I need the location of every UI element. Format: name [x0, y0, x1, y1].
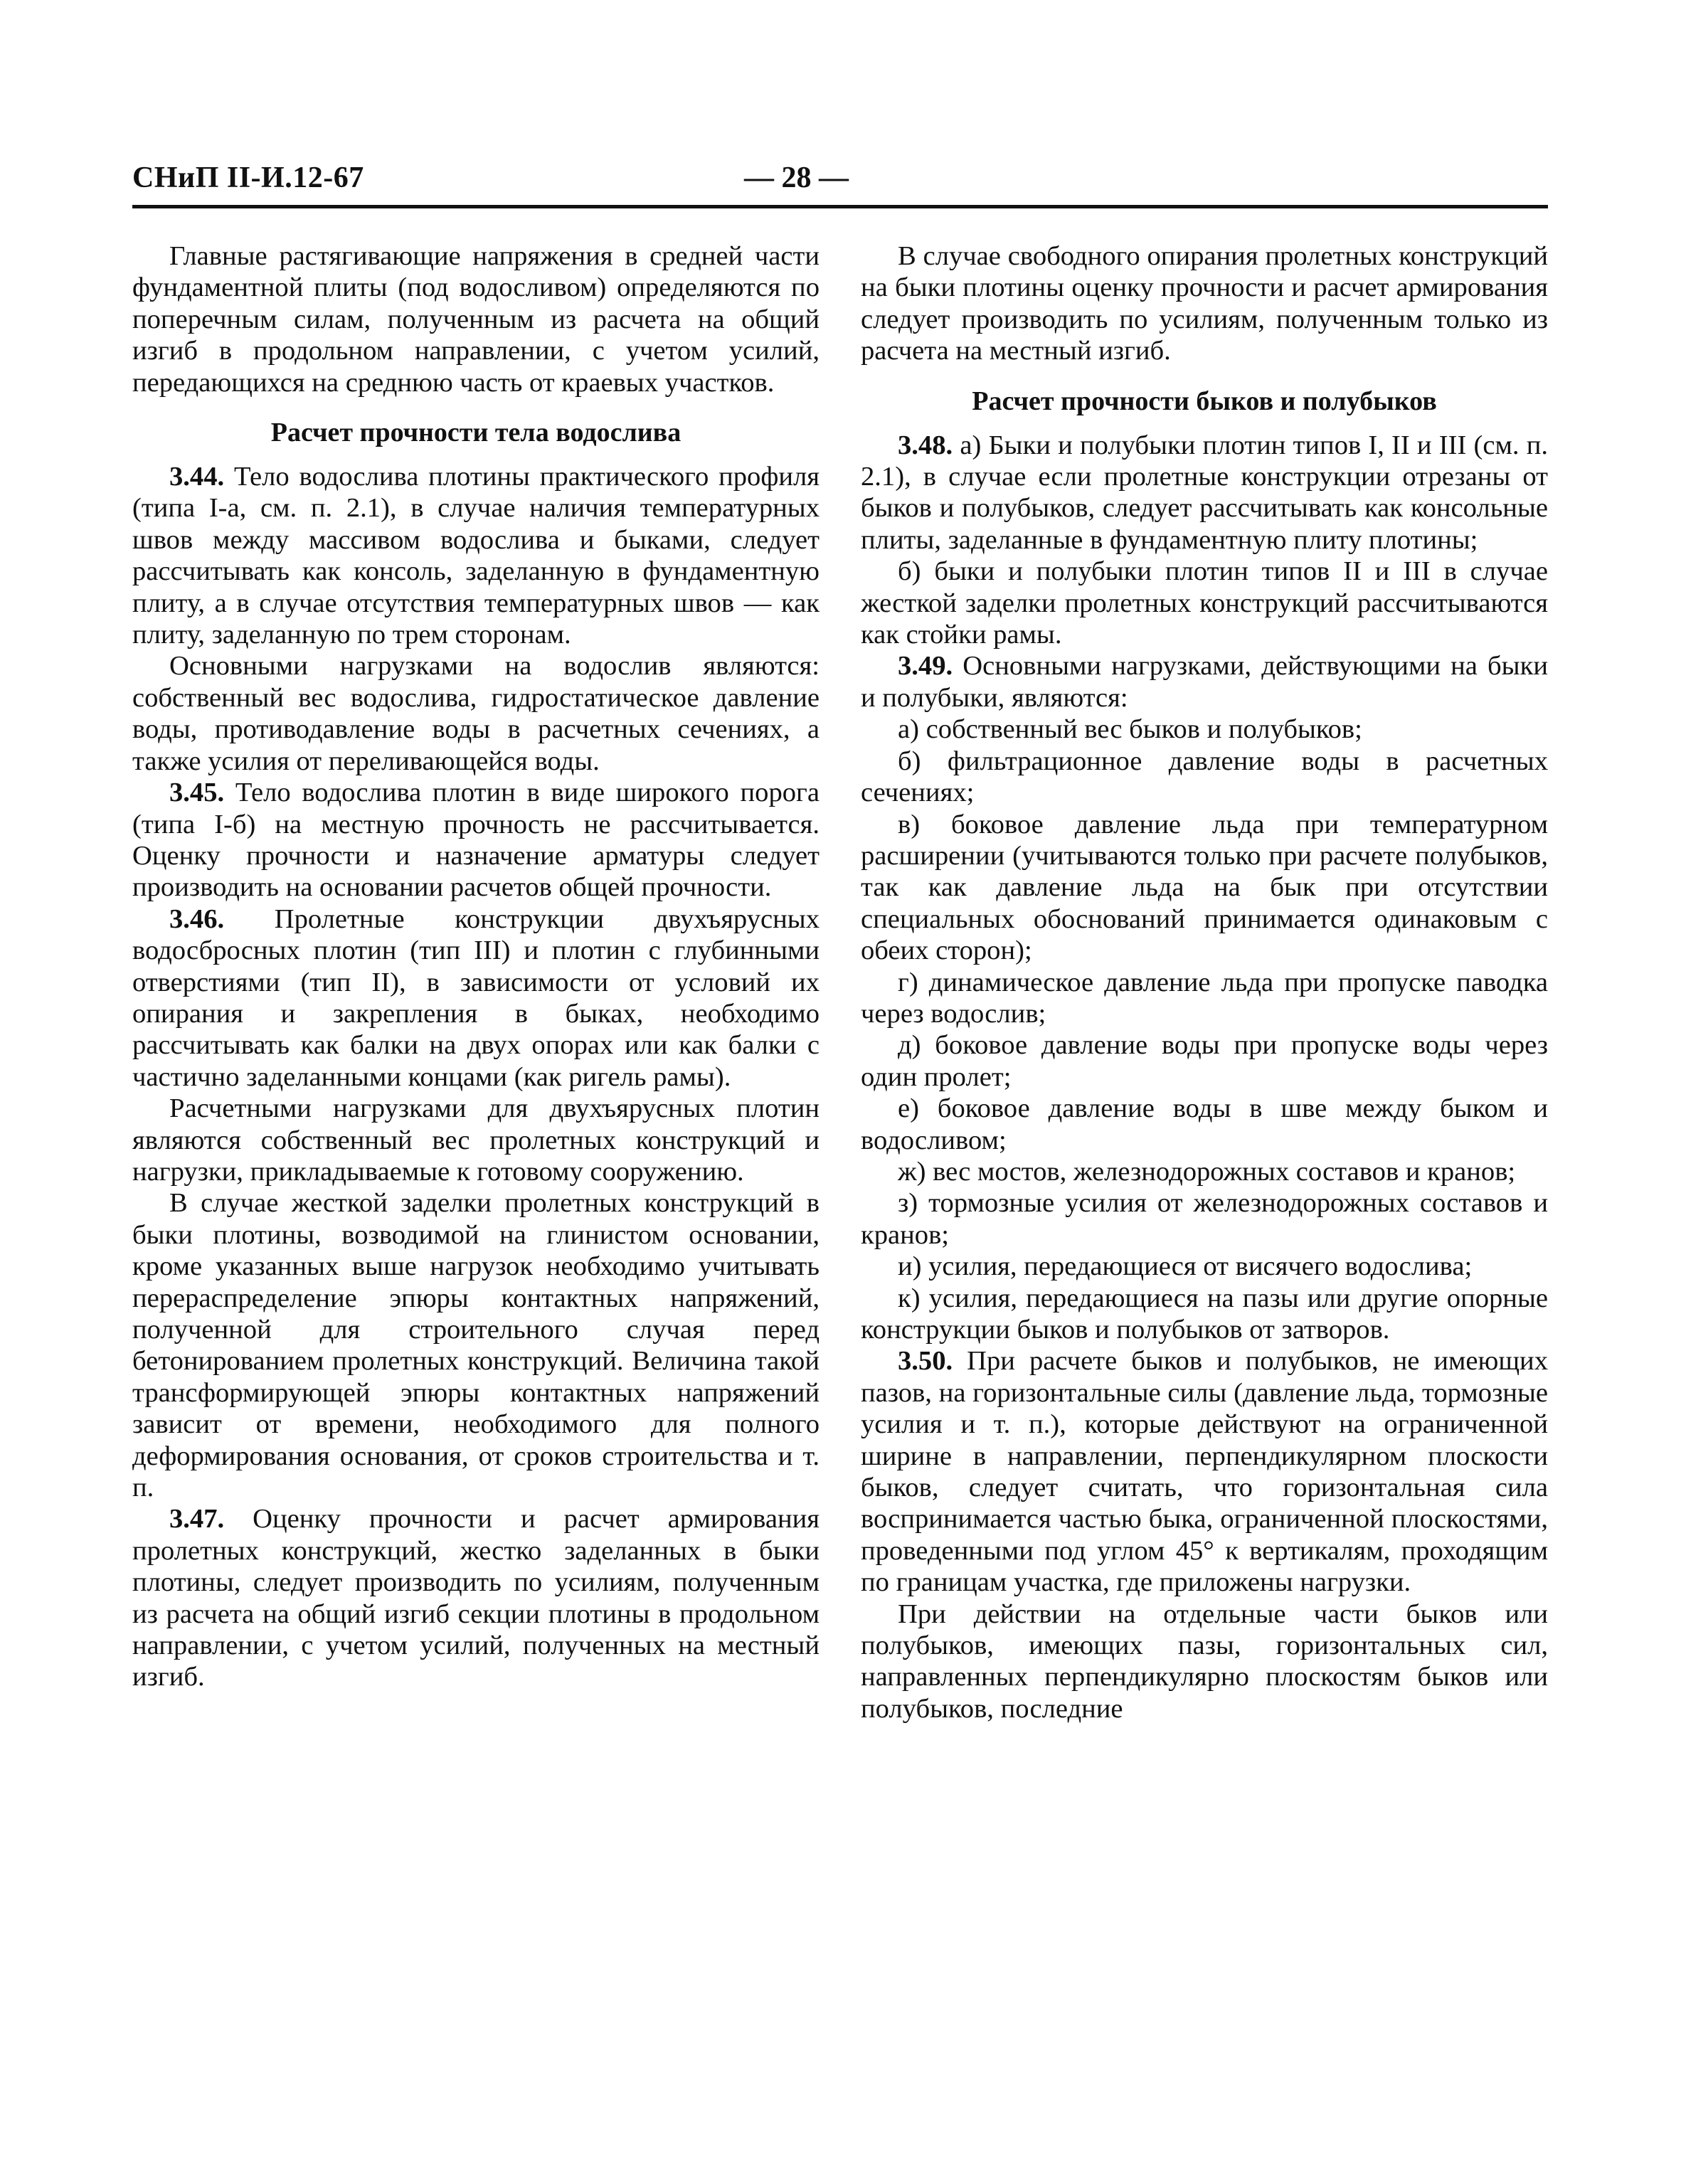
- section-heading-spillway: Расчет прочности тела водослива: [270, 418, 682, 448]
- paragraph-design-loads: Расчетными нагрузками для двухъярусных плотин являются собственный вес пролетных конструкций и нагрузки, прикладываемые к готовому сооружению.: [132, 1093, 820, 1187]
- right-column: [861, 240, 1548, 1724]
- page-number: — 28 —: [744, 161, 849, 194]
- clause-3-45: [132, 777, 820, 903]
- paragraph-intro: Главные растягивающие напряжения в средней части фундаментной плиты (под водосливом) определяются по поперечным силам, полученным из расчета на общий изгиб в продольном направлении, с учетом усилий, передающихся на среднюю часть от краевых участков.: [132, 241, 820, 398]
- clause-text: Основными нагрузками, действующими на быки и полубыки, являются:: [861, 651, 1548, 713]
- section-heading-piers: Расчет прочности быков и полубыков: [972, 386, 1437, 416]
- clause-number: 3.50.: [898, 1346, 953, 1377]
- list-item: г) динамическое давление льда при пропуске паводка через водослив;: [861, 967, 1548, 1029]
- list-item: и) усилия, передающиеся от висячего водослива;: [898, 1251, 1473, 1282]
- paragraph-rigid-fixing: В случае жесткой заделки пролетных конструкций в быки плотины, возводимой на глинистом основании, кроме указанных выше нагрузок необходимо учитывать перераспределение эпюры контактных напряжений, полученной для строительного случая перед бетонированием пролетных конструкций. Величина такой трансформирующей эпюры контактных напряжений зависит от времени, необходимого для полного деформирования основания, от сроков строительства и т. п.: [132, 1188, 820, 1503]
- clause-number: 3.46.: [169, 903, 225, 934]
- clause-text: Тело водослива плотин в виде широкого порога (типа I-б) на местную прочность не рассчитывается. Оценку прочности и назначение арматуры следует производить на основании расчетов общей прочности.: [132, 778, 820, 903]
- clause-text: а) Быки и полубыки плотин типов I, II и III (см. п. 2.1), в случае если пролетные конструкции отрезаны от быков и полубыков, следует рассчитывать как консольные плиты, заделанные в фундаментную плиту плотины;: [861, 430, 1548, 555]
- list-item: к) усилия, передающиеся на пазы или другие опорные конструкции быков и полубыков от затворов.: [861, 1283, 1548, 1345]
- clause-number: 3.48.: [898, 430, 953, 460]
- clause-3-44: [132, 461, 820, 650]
- clause-3-50: [861, 1345, 1548, 1598]
- paragraph-spillway-loads: Основными нагрузками на водослив являются: собственный вес водослива, гидростатическое давление воды, противодавление воды в расчетных сечениях, а также усилия от переливающейся воды.: [132, 651, 820, 776]
- clause-text: Пролетные конструкции двухъярусных водосбросных плотин (тип III) и плотин с глубинными отверстиями (тип II), в зависимости от условий их опирания и закрепления в быках, необходимо рассчитывать как балки на двух опорах или как балки с частично заделанными концами (как ригель рамы).: [132, 903, 820, 1092]
- clause-text: Оценку прочности и расчет армирования пролетных конструкций, жестко заделанных в быки плотины, следует производить по усилиям, полученным из расчета на общий изгиб секции плотины в продольном направлении, с учетом усилий, полученных на местный изгиб.: [132, 1504, 820, 1692]
- clause-3-47: [132, 1503, 820, 1692]
- page-header: [132, 158, 1548, 206]
- left-column: [132, 240, 820, 1693]
- list-item: з) тормозные усилия от железнодорожных составов и кранов;: [861, 1188, 1548, 1250]
- list-item: а) собственный вес быков и полубыков;: [898, 714, 1362, 745]
- clause-text: При расчете быков и полубыков, не имеющих пазов, на горизонтальные силы (давление льда, тормозные усилия и т. п.), которые действуют на ограниченной ширине в направлении, перпендикулярном плоскости быков, следует считать, что горизонтальная сила воспринимается частью быка, ограниченной плоскостями, проведенными под углом 45° к вертикалям, проходящим по границам участка, где приложены нагрузки.: [861, 1346, 1548, 1598]
- list-item: д) боковое давление воды при пропуске воды через один пролет;: [861, 1030, 1548, 1092]
- clause-number: 3.44.: [169, 462, 225, 492]
- clause-3-46: [132, 903, 820, 1093]
- clause-3-49: [861, 650, 1548, 714]
- document-code: СНиП II-И.12-67: [132, 161, 364, 194]
- clause-3-48: [861, 430, 1548, 556]
- paragraph-slotted-piers: При действии на отдельные части быков или полубыков, имеющих пазы, горизонтальных сил, направленных перпендикулярно плоскостям быков или полубыков, последние: [861, 1599, 1548, 1724]
- paragraph-free-support: В случае свободного опирания пролетных конструкций на быки плотины оценку прочности и расчет армирования следует производить по усилиям, полученным только из расчета на местный изгиб.: [861, 241, 1548, 366]
- clause-3-48-b: б) быки и полубыки плотин типов II и III в случае жесткой заделки пролетных конструкций рассчитываются как стойки рамы.: [861, 556, 1548, 650]
- clause-text: Тело водослива плотины практического профиля (типа I-а, см. п. 2.1), в случае наличия температурных швов между массивом водослива и быками, следует рассчитывать как консоль, заделанную в фундаментную плиту, а в случае отсутствия температурных швов — как плиту, заделанную по трем сторонам.: [132, 462, 820, 650]
- clause-number: 3.49.: [898, 651, 953, 682]
- list-item: е) боковое давление воды в шве между быком и водосливом;: [861, 1093, 1548, 1155]
- clause-number: 3.47.: [169, 1504, 225, 1534]
- header-rule: [132, 205, 1548, 208]
- list-item: ж) вес мостов, железнодорожных составов и кранов;: [898, 1156, 1516, 1187]
- clause-number: 3.45.: [169, 778, 225, 808]
- list-item: б) фильтрационное давление воды в расчетных сечениях;: [861, 746, 1548, 808]
- list-item: в) боковое давление льда при температурном расширении (учитываются только при расчете полубыков, так как давление льда на бык при отсутствии специальных обоснований принимается одинаковым с обеих сторон);: [861, 809, 1548, 966]
